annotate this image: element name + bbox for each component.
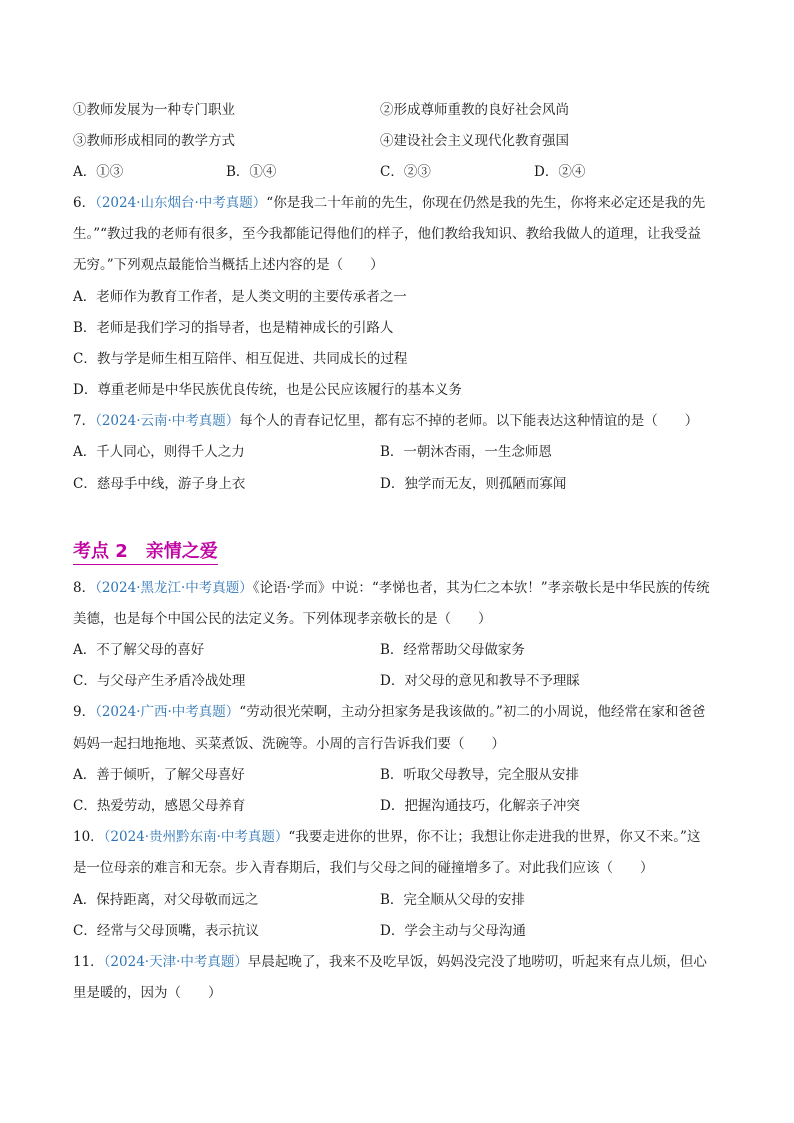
q7-option-d[interactable]: D．独学而无友，则孤陋而寡闻 [380, 476, 567, 492]
q9-number: 9． [73, 704, 96, 720]
q5-option-b[interactable]: B．①④ [226, 164, 277, 180]
q8-option-d[interactable]: D．对父母的意见和教导不予理睬 [380, 673, 580, 689]
q9-option-a[interactable]: A．善于倾听，了解父母喜好 [73, 767, 245, 783]
q8-stem-line-2: 美德，也是每个中国公民的法定义务。下列体现孝亲敬长的是（ ） [73, 611, 492, 627]
q8-source: （2024·黑龙江·中考真题） [95, 580, 253, 596]
q8-option-b[interactable]: B．经常帮助父母做家务 [380, 642, 525, 658]
q11-stem-line-1 [73, 952, 707, 972]
q11-source: （2024·天津·中考真题） [103, 954, 248, 970]
q10-option-c[interactable]: C．经常与父母顶嘴，表示抗议 [73, 923, 259, 939]
q10-stem-line-2: 是一位母亲的难言和无奈。步入青春期后，我们与父母之间的碰撞增多了。对此我们应该（ ） [73, 860, 654, 876]
q7-number: 7． [73, 413, 96, 429]
q6-stem-text-1: “你是我二十年前的先生，你现在仍然是我的先生，你将来必定还是我的先 [266, 195, 706, 211]
q9-option-d[interactable]: D．把握沟通技巧，化解亲子冲突 [380, 798, 580, 814]
q10-source: （2024·贵州黔东南·中考真题） [103, 829, 289, 845]
q6-stem-line-3: 无穷。”下列观点最能恰当概括上述内容的是（ ） [73, 257, 384, 273]
q9-option-c[interactable]: C．热爱劳动，感恩父母养育 [73, 798, 246, 814]
q11-stem-text-1: 早晨起晚了，我来不及吃早饭，妈妈没完没了地唠叨，听起来有点儿烦，但心 [247, 954, 707, 970]
q5-option-d[interactable]: D．②④ [534, 164, 586, 180]
q10-option-d[interactable]: D．学会主动与父母沟通 [380, 923, 526, 939]
q7-stem-line-1 [73, 411, 698, 431]
q6-option-d[interactable]: D．尊重老师是中华民族优良传统，也是公民应该履行的基本义务 [73, 382, 462, 398]
q5-option-a[interactable]: A．①③ [73, 164, 124, 180]
q5-item-4: ④建设社会主义现代化教育强国 [380, 133, 569, 149]
q7-option-c[interactable]: C．慈母手中线，游子身上衣 [73, 476, 246, 492]
q8-option-c[interactable]: C．与父母产生矛盾冷战处理 [73, 673, 246, 689]
q5-item-3: ③教师形成相同的教学方式 [73, 133, 235, 149]
q6-stem-line-1 [73, 193, 705, 213]
q5-item-2: ②形成尊师重教的良好社会风尚 [380, 102, 569, 118]
q6-option-a[interactable]: A．老师作为教育工作者，是人类文明的主要传承者之一 [73, 289, 407, 305]
q10-option-b[interactable]: B．完全顺从父母的安排 [380, 892, 525, 908]
q6-stem-line-2: 生。”“教过我的老师有很多，至今我都能记得他们的样子，他们教给我知识、教给我做人的道理，让我受益 [73, 226, 702, 242]
q11-stem-line-2: 里是暖的，因为（ ） [73, 985, 222, 1001]
q9-option-b[interactable]: B．听取父母教导，完全服从安排 [380, 767, 579, 783]
q5-option-c[interactable]: C．②③ [380, 164, 431, 180]
q9-stem-text-1: “劳动很光荣啊，主动分担家务是我该做的。”初二的小周说，他经常在家和爸爸 [239, 704, 706, 720]
q11-number: 11． [73, 954, 104, 970]
q9-stem-line-1 [73, 702, 705, 722]
q10-number: 10． [73, 829, 104, 845]
q8-number: 8． [73, 580, 96, 596]
q8-stem-text-1: 《论语·学而》中说：“孝悌也者，其为仁之本欤！”孝亲敬长是中华民族的传统 [252, 580, 710, 596]
q10-stem-line-1 [73, 827, 700, 847]
q8-option-a[interactable]: A．不了解父母的喜好 [73, 642, 205, 658]
q6-option-b[interactable]: B．老师是我们学习的指导者，也是精神成长的引路人 [73, 320, 394, 336]
q9-stem-line-2: 妈妈一起扫地拖地、买菜煮饭、洗碗等。小周的言行告诉我们要（ ） [73, 736, 505, 752]
q6-number: 6． [73, 195, 96, 211]
q7-stem-text-1: 每个人的青春记忆里，都有忘不掉的老师。以下能表达这种情谊的是（ ） [239, 413, 699, 429]
q10-option-a[interactable]: A．保持距离，对父母敬而远之 [73, 892, 259, 908]
q8-stem-line-1 [73, 578, 710, 598]
q9-source: （2024·广西·中考真题） [95, 704, 240, 720]
q10-stem-text-1: “我要走进你的世界，你不让；我想让你走进我的世界，你又不来。”这 [288, 829, 701, 845]
q5-item-1: ①教师发展为一种专门职业 [73, 102, 235, 118]
q6-source: （2024·山东烟台·中考真题） [95, 195, 267, 211]
q7-option-a[interactable]: A．千人同心，则得千人之力 [73, 444, 245, 460]
q7-option-b[interactable]: B．一朝沐杏雨，一生念师恩 [380, 444, 552, 460]
q7-source: （2024·云南·中考真题） [95, 413, 240, 429]
section-heading: 考点 2 亲情之爱 [73, 541, 218, 565]
q6-option-c[interactable]: C．教与学是师生相互陪伴、相互促进、共同成长的过程 [73, 351, 408, 367]
